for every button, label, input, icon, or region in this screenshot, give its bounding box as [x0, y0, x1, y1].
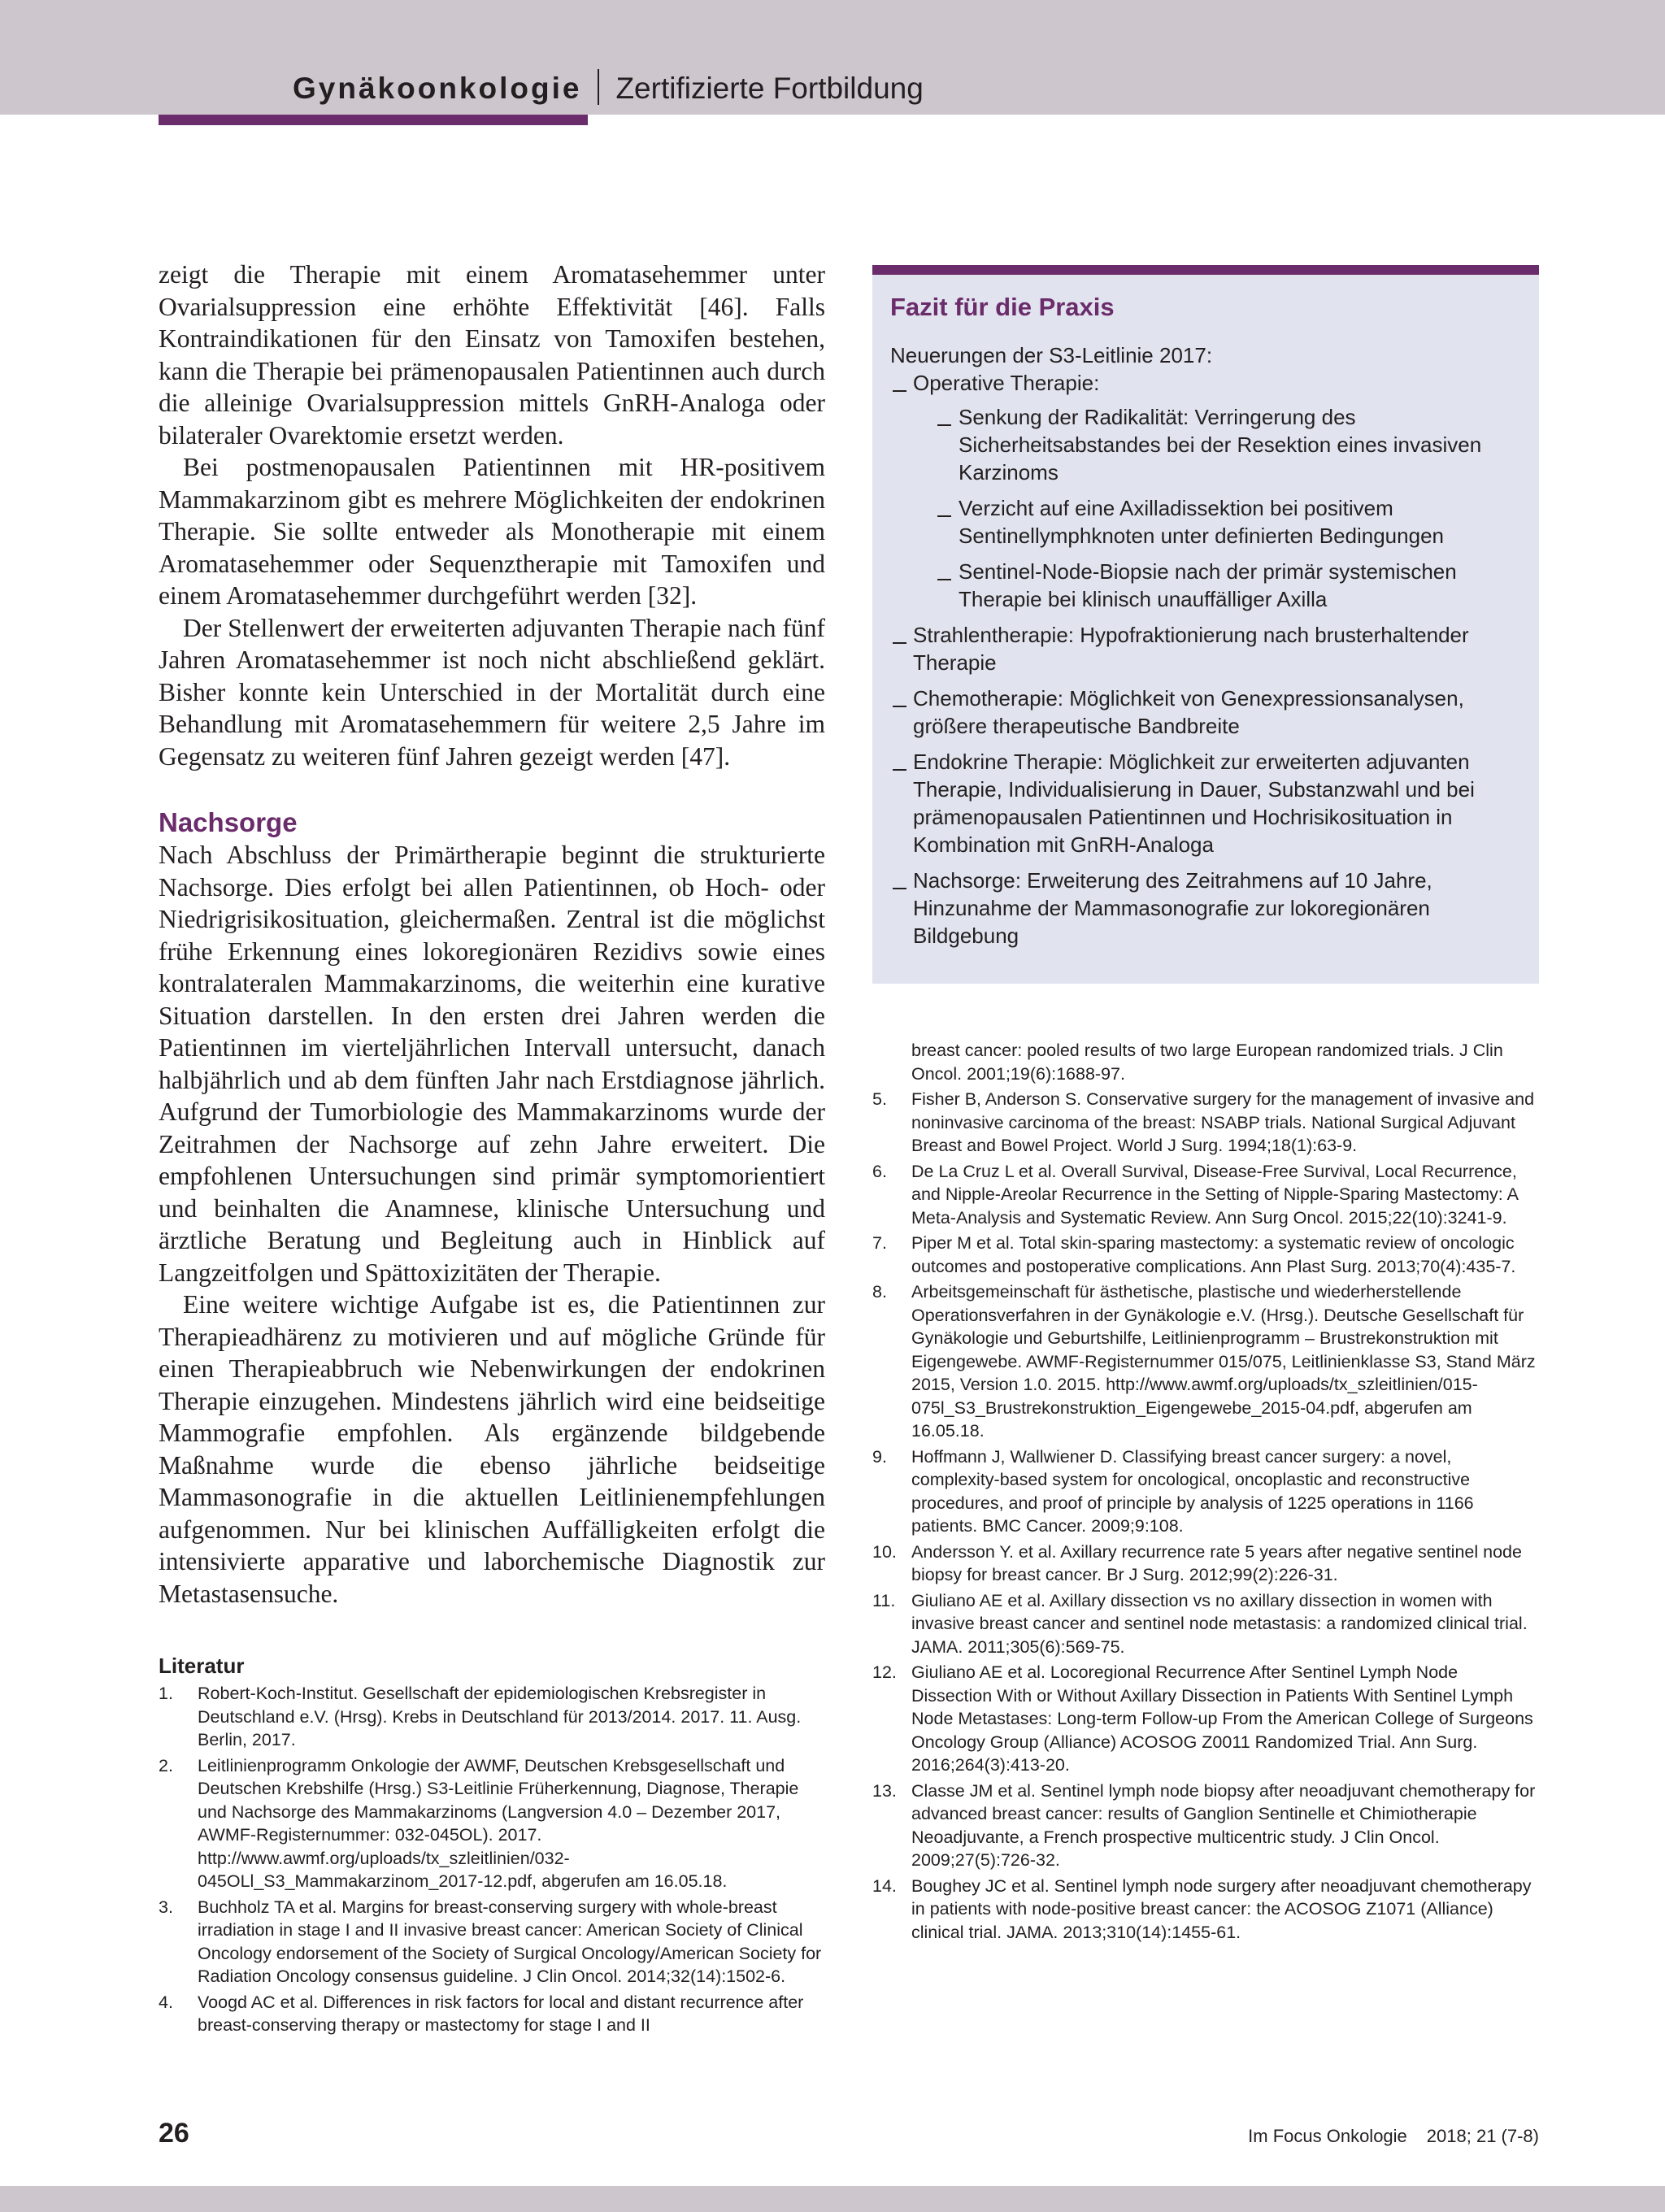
reference-item [872, 1780, 1539, 1872]
reference-item [872, 1661, 1539, 1777]
reference-number: 10. [872, 1541, 897, 1562]
header-subtitle: Zertifizierte Fortbildung [615, 72, 924, 105]
reference-item [872, 1232, 1539, 1278]
reference-number: 13. [872, 1780, 897, 1801]
reference-number: 2. [159, 1755, 173, 1775]
body-paragraph: Bei postmenopausalen Patientinnen mit HR-positivem Mammakarzinom gibt es mehrere Möglichkeiten der endokrinen Therapie. Sie sollte entweder als Monotherapie mit einem Aromatasehemmer oder Sequenztherapie mit Tamoxifen und einem Aromatasehemmer durchgeführt werden [32]. [159, 453, 825, 610]
reference-number: 11. [872, 1590, 896, 1610]
left-column [159, 259, 825, 2040]
fazit-item: Chemotherapie: Möglichkeit von Genexpressionsanalysen, größere therapeutische Bandbreite [890, 684, 1521, 740]
reference-item [872, 1445, 1539, 1538]
reference-text: Hoffmann J, Wallwiener D. Classifying breast cancer surgery: a novel, complexity-based system for oncological, oncoplastic and reconstructive procedures, and proof of principle by analysis of 1225 operations in 1166 patients. BMC Cancer. 2009;9:108. [911, 1446, 1474, 1536]
body-paragraph: Der Stellenwert der erweiterten adjuvanten Therapie nach fünf Jahren Aromatasehemmer ist noch nicht abschließend geklärt. Bisher konnte kein Unterschied in der Mortalität durch eine Behandlung mit Aromatasehemmern für weitere 2,5 Jahre im Gegensatz zu weiteren fünf Jahren gezeigt werden [47]. [159, 613, 825, 771]
header-separator [598, 69, 599, 105]
fazit-box [872, 265, 1539, 984]
fazit-list [890, 369, 1521, 950]
page-number: 26 [159, 2118, 189, 2149]
header-accent-bar [159, 115, 588, 125]
literature-section [159, 1654, 825, 2037]
reference-text: Arbeitsgemeinschaft für ästhetische, plastische und wiederherstellende Operationsverfahren in der Gynäkologie e.V. (Hrsg.). Deutsche Gesellschaft für Gynäkologie und Geburtshilfe, Leitlinienprogramm – Brustrekonstruktion mit Eigengewebe. AWMF-Registernummer 015/075, Leitlinienklasse S3, Stand März 2015, Version 1.0. 2015. http://www.awmf.org/uploads/tx_szleitlinien/015-075l_S3_Brustrekonstruktion_Eigengewebe_2015-04.pdf, abgerufen am 16.05.18. [911, 1282, 1536, 1441]
journal-issue: 2018; 21 (7-8) [1426, 2126, 1539, 2146]
reference-text: Giuliano AE et al. Locoregional Recurrence After Sentinel Lymph Node Dissection With or Without Axillary Dissection in Patients With Sentinel Lymph Node Metastases: Long-term Follow-up From the American College of Surgeons Oncology Group (Alliance) ACOSOG Z0011 Randomized Trial. Ann Surg. 2016;264(3):413-20. [911, 1662, 1533, 1775]
reference-text: Buchholz TA et al. Margins for breast-conserving surgery with whole-breast irradiation in stage I and II invasive breast cancer: American Society of Clinical Oncology endorsement of the Society of Surgical Oncology/American Society for Radiation Oncology consensus guideline. J Clin Oncol. 2014;32(14):1502-6. [198, 1897, 822, 1986]
fazit-subitem: Senkung der Radikalität: Verringerung des Sicherheitsabstandes bei der Resektion eines invasiven Karzinoms [913, 403, 1521, 486]
fazit-item-text: Operative Therapie: [913, 371, 1100, 395]
fazit-subitem: Verzicht auf eine Axilladissektion bei positivem Sentinellymphknoten unter definierten Bedingungen [913, 494, 1521, 550]
reference-text: Boughey JC et al. Sentinel lymph node surgery after neoadjuvant chemotherapy in patients with node-positive breast cancer: the ACOSOG Z1071 (Alliance) clinical trial. JAMA. 2013;310(14):1455-61. [911, 1875, 1532, 1942]
reference-number: 1. [159, 1684, 173, 1703]
fazit-item: Strahlentherapie: Hypofraktionierung nach brusterhaltender Therapie [890, 621, 1521, 676]
reference-item [159, 1682, 825, 1752]
journal-name: Im Focus Onkologie [1248, 2126, 1407, 2146]
header-section: Gynäkoonkologie [293, 72, 582, 105]
section-heading-nachsorge: Nachsorge [159, 807, 298, 837]
fazit-subitem: Sentinel-Node-Biopsie nach der primär systemischen Therapie bei klinisch unauffälliger Axilla [913, 558, 1521, 613]
reference-text: Fisher B, Anderson S. Conservative surgery for the management of invasive and noninvasive carcinoma of the breast: NSABP trials. National Surgical Adjuvant Breast and Bowel Project. World J Surg. 1994;18(1):63-9. [911, 1089, 1535, 1155]
running-header [293, 68, 924, 109]
reference-item [872, 1160, 1539, 1230]
literature-heading: Literatur [159, 1654, 245, 1678]
reference-item [159, 1896, 825, 1988]
reference-text: Leitlinienprogramm Onkologie der AWMF, Deutschen Krebsgesellschaft und Deutschen Krebshilfe (Hrsg.) S3-Leitlinie Früherkennung, Diagnose, Therapie und Nachsorge des Mammakarzinoms (Langversion 4.0 – Dezember 2017, AWMF-Registernummer: 032-045OL). 2017. http://www.awmf.org/uploads/tx_szleitlinien/032-045OLl_S3_Mammakarzinom_2017-12.pdf, abgerufen am 16.05.18. [198, 1755, 799, 1891]
fazit-item [890, 369, 1521, 613]
reference-item [159, 1991, 825, 2037]
reference-text: Piper M et al. Total skin-sparing mastectomy: a systematic review of oncologic outcomes and postoperative complications. Ann Plast Surg. 2013;70(4):435-7. [911, 1233, 1516, 1276]
reference-item [872, 1875, 1539, 1945]
reference-list-left [159, 1682, 825, 2037]
reference-number: 14. [872, 1875, 897, 1896]
fazit-sublist [913, 403, 1521, 613]
reference-number: 6. [872, 1161, 887, 1181]
reference-number: 7. [872, 1233, 887, 1253]
reference-text: Voogd AC et al. Differences in risk factors for local and distant recurrence after breast-conserving therapy or mastectomy for stage I and II [198, 1992, 804, 2035]
reference-text: Classe JM et al. Sentinel lymph node biopsy after neoadjuvant chemotherapy for advanced breast cancer: results of Ganglion Sentinelle et Chimiotherapie Neoadjuvante, a French prospective multicentric study. J Clin Oncol. 2009;27(5):726-32. [911, 1780, 1536, 1870]
body-paragraph: Eine weitere wichtige Aufgabe ist es, die Patientinnen zur Therapieadhärenz zu motivieren und auf mögliche Gründe für einen Therapieabbruch wie Nebenwirkungen der endokrinen Therapie einzugehen. Mindestens jährlich wird eine beidseitige Mammografie empfohlen. Als ergänzende bildgebende Maßnahme wurde die ebenso jährliche beidseitige Mammasonografie in die aktuellen Leitlinienempfehlungen aufgenommen. Nur bei klinischen Auffälligkeiten erfolgt die intensivierte apparative und laborchemische Diagnostik zur Metastasensuche. [159, 1290, 825, 1608]
reference-item [872, 1541, 1539, 1587]
reference-list-right [872, 1088, 1539, 1944]
body-paragraph: Nach Abschluss der Primärtherapie beginnt die strukturierte Nachsorge. Dies erfolgt bei allen Patientinnen, ob Hoch- oder Niedrigrisikosituation, gleichermaßen. Zentral ist die möglichst frühe Erkennung eines lokoregionären Rezidivs sowie eines kontralateralen Mammakarzinoms, die weiterhin eine kurative Situation darstellen. In den ersten drei Jahren werden die Patientinnen im vierteljährlichen Intervall untersucht, danach halbjährlich und ab dem fünften Jahr nach Erstdiagnose jährlich. Aufgrund der Tumorbiologie des Mammakarzinoms wurde der Zeitrahmen der Nachsorge auf zehn Jahre erweitert. Die empfohlenen Untersuchungen sind primär symptomorientiert und beinhalten die Anamnese, klinische Untersuchung und ärztliche Beratung und Begleitung auch in Hinblick auf Langzeitfolgen und Spättoxizitäten der Therapie. [159, 841, 825, 1287]
reference-number: 9. [872, 1446, 887, 1467]
reference-item [872, 1589, 1539, 1659]
fazit-intro: Neuerungen der S3-Leitlinie 2017: [890, 343, 1213, 367]
reference-number: 3. [159, 1897, 173, 1917]
reference-item [159, 1754, 825, 1893]
reference-text: Andersson Y. et al. Axillary recurrence rate 5 years after negative sentinel node biopsy for breast cancer. Br J Surg. 2012;99(2):226-31. [911, 1541, 1522, 1584]
reference-text: Robert-Koch-Institut. Gesellschaft der epidemiologischen Krebsregister in Deutschland e.V. (Hrsg). Krebs in Deutschland für 2013/2014. 2017. 11. Ausg. Berlin, 2017. [198, 1684, 802, 1749]
fazit-title: Fazit für die Praxis [890, 293, 1115, 321]
reference-number: 8. [872, 1282, 887, 1302]
reference-number: 12. [872, 1662, 897, 1682]
fazit-item: Nachsorge: Erweiterung des Zeitrahmens auf 10 Jahre, Hinzunahme der Mammasonografie zur lokoregionären Bildgebung [890, 867, 1521, 950]
fazit-item: Endokrine Therapie: Möglichkeit zur erweiterten adjuvanten Therapie, Individualisierung in Dauer, Substanzwahl und bei prämenopausalen Patientinnen und Hochrisikosituation in Kombination mit GnRH-Analoga [890, 748, 1521, 858]
journal-footer [1248, 2125, 1539, 2148]
reference-item [872, 1088, 1539, 1158]
body-paragraph: zeigt die Therapie mit einem Aromatasehemmer unter Ovarialsuppression eine erhöhte Effektivität [46]. Falls Kontraindikationen für den Einsatz von Tamoxifen bestehen, kann die Therapie bei prämenopausalen Patientinnen auch durch die alleinige Ovarialsuppression mittels GnRH-Analoga oder bilateraler Ovarektomie ersetzt werden. [159, 260, 825, 450]
reference-number: 4. [159, 1992, 173, 2012]
footer-band [0, 2186, 1665, 2212]
right-column-references [872, 1039, 1539, 1946]
reference-text: De La Cruz L et al. Overall Survival, Disease-Free Survival, Local Recurrence, and Nipple-Areolar Recurrence in the Setting of Nipple-Sparing Mastectomy: A Meta-Analysis and Systematic Review. Ann Surg Oncol. 2015;22(10):3241-9. [911, 1161, 1518, 1228]
reference-number: 5. [872, 1089, 887, 1109]
reference-continuation: breast cancer: pooled results of two large European randomized trials. J Clin Oncol. 2001;19(6):1688-97. [911, 1041, 1503, 1084]
reference-text: Giuliano AE et al. Axillary dissection vs no axillary dissection in women with invasive breast cancer and sentinel node metastasis: a randomized clinical trial. JAMA. 2011;305(6):569-75. [911, 1590, 1528, 1657]
reference-item [872, 1280, 1539, 1443]
